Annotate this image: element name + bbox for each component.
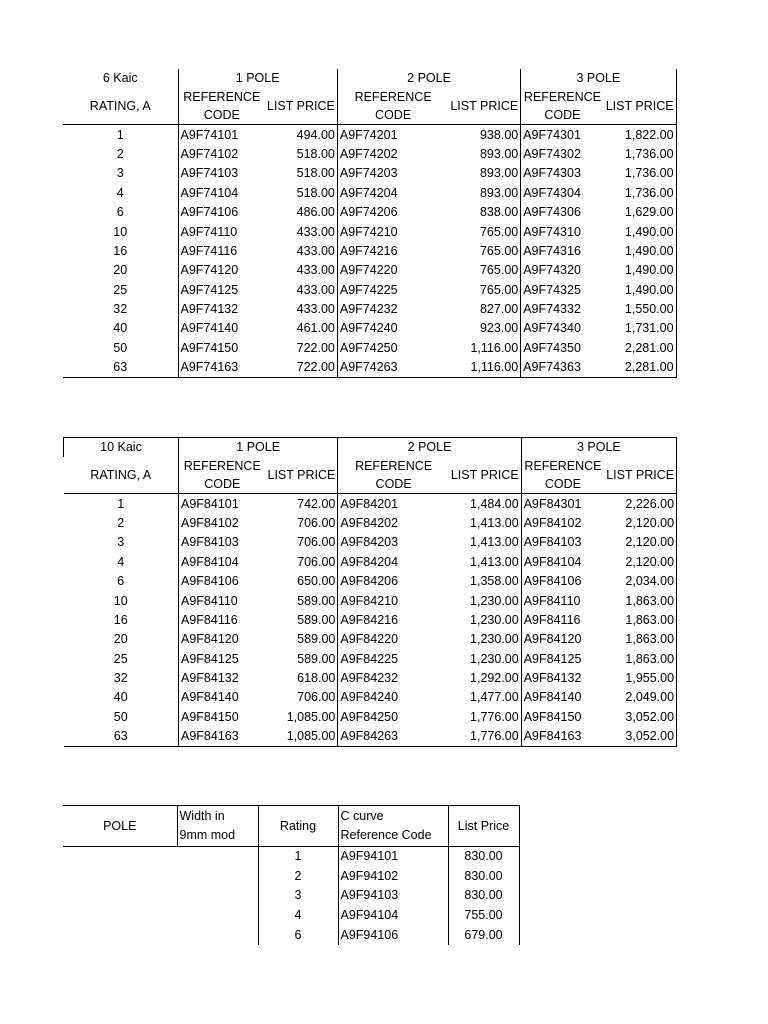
pole-cell (63, 867, 177, 887)
reference-code-cell: A9F84163 (179, 727, 266, 747)
rating-cell: 10 (63, 222, 178, 241)
width-header (177, 806, 258, 847)
reference-code-cell: A9F74204 (339, 185, 398, 200)
reference-code-cell: A9F74240 (339, 321, 398, 336)
price-table-10kaic (63, 437, 677, 747)
reference-code-cell: A9F84202 (340, 515, 399, 530)
reference-code-cell: A9F74102 (180, 146, 239, 161)
list-price-cell: 589.00 (266, 591, 338, 610)
rating-cell: 10 (64, 591, 179, 610)
reference-code-cell: A9F74206 (339, 205, 398, 220)
reference-code-cell: A9F84240 (340, 690, 399, 705)
reference-code-cell: A9F94104 (338, 906, 448, 926)
list-price-cell: 765.00 (448, 242, 520, 261)
rating-cell: 4 (64, 553, 179, 572)
table-row (64, 630, 677, 649)
list-price-cell: 1,085.00 (266, 727, 338, 747)
table-row (64, 611, 677, 630)
kaic-label: 10 Kaic (64, 438, 179, 458)
list-price-cell: 1,736.00 (604, 145, 676, 164)
reference-code-cell: A9F74104 (180, 185, 239, 200)
rating-cell: 40 (63, 319, 178, 338)
c-curve-table (63, 805, 520, 945)
width-cell (177, 906, 258, 926)
reference-code-cell: A9F84110 (523, 593, 581, 608)
reference-code-cell: A9F74216 (339, 243, 398, 258)
list-price-cell: 923.00 (448, 319, 520, 338)
pole-2-header: 2 POLE (338, 438, 521, 458)
reference-code-cell: A9F84301 (521, 494, 604, 514)
list-price-cell: 1,413.00 (449, 533, 521, 552)
list-price-cell: 1,490.00 (604, 222, 676, 241)
list-price-cell: 1,490.00 (604, 281, 676, 300)
list-price-cell: 1,863.00 (604, 650, 676, 669)
reference-code-cell: A9F74163 (178, 358, 265, 378)
table-row (64, 688, 677, 707)
reference-code-cell: A9F84163 (521, 727, 604, 747)
table-body (63, 125, 676, 378)
reference-code-cell: A9F74201 (337, 125, 448, 145)
list-price-header: LIST PRICE (604, 457, 676, 494)
list-price-cell: 2,226.00 (604, 494, 676, 514)
pole-cell (63, 925, 177, 945)
list-price-cell: 618.00 (266, 669, 338, 688)
pole-3-header: 3 POLE (521, 69, 676, 88)
list-price-cell: 893.00 (448, 164, 520, 183)
list-price-cell: 1,731.00 (604, 319, 676, 338)
rating-cell: 63 (63, 358, 178, 378)
list-price-cell: 742.00 (266, 494, 338, 514)
list-price-cell: 433.00 (265, 222, 337, 241)
list-price-cell: 679.00 (448, 925, 519, 945)
list-price-cell: 706.00 (266, 688, 338, 707)
list-price-cell: 650.00 (266, 572, 338, 591)
list-price-cell: 893.00 (448, 184, 520, 203)
table-row (63, 906, 519, 926)
reference-code-cell: A9F74340 (523, 321, 581, 336)
list-price-cell: 765.00 (448, 261, 520, 280)
list-price-cell: 433.00 (265, 281, 337, 300)
reference-code-cell: A9F74120 (180, 263, 239, 278)
reference-code-cell: A9F84250 (340, 709, 399, 724)
reference-code-cell: A9F74106 (180, 205, 239, 220)
table-row (63, 242, 676, 261)
list-price-cell: 1,490.00 (604, 242, 676, 261)
table-row (63, 164, 676, 183)
list-price-cell: 893.00 (448, 145, 520, 164)
list-price-cell: 1,550.00 (604, 300, 676, 319)
reference-code-cell: A9F84125 (523, 651, 582, 666)
reference-code-cell: A9F84101 (179, 494, 266, 514)
width-cell (177, 925, 258, 945)
reference-code-cell: A9F74232 (339, 302, 398, 317)
reference-code-cell: A9F74202 (339, 146, 398, 161)
rating-cell: 63 (64, 727, 179, 747)
list-price-cell: 2,120.00 (604, 553, 676, 572)
reference-code-cell: A9F84125 (181, 651, 239, 666)
width-header-line1: Width in (179, 809, 225, 823)
list-price-cell: 1,230.00 (449, 591, 521, 610)
list-price-cell: 1,490.00 (604, 261, 676, 280)
list-price-cell: 589.00 (266, 630, 338, 649)
reference-code-cell: A9F74332 (523, 302, 581, 317)
list-price-cell: 827.00 (448, 300, 520, 319)
list-price-cell: 1,736.00 (604, 164, 676, 183)
list-price-cell: 722.00 (265, 358, 337, 378)
table-row (63, 847, 519, 867)
kaic-label: 6 Kaic (63, 69, 178, 88)
reference-code-cell: A9F84150 (181, 709, 239, 724)
reference-code-cell: A9F84225 (340, 651, 399, 666)
reference-code-cell: A9F74304 (523, 185, 581, 200)
reference-code-cell: A9F84106 (181, 574, 239, 589)
reference-code-cell: A9F74140 (180, 321, 239, 336)
list-price-cell: 938.00 (448, 125, 520, 145)
list-price-cell: 433.00 (265, 242, 337, 261)
reference-code-cell: A9F94103 (338, 886, 448, 906)
reference-code-header: REFERENCE CODE (183, 459, 261, 492)
reference-code-cell: A9F74350 (523, 340, 581, 355)
list-price-cell: 494.00 (265, 125, 337, 145)
list-price-cell: 1,413.00 (449, 514, 521, 533)
table-row (64, 572, 677, 591)
list-price-cell: 1,358.00 (449, 572, 521, 591)
reference-code-header: REFERENCE CODE (354, 90, 432, 123)
list-price-cell: 2,034.00 (604, 572, 676, 591)
reference-code-cell: A9F94102 (338, 867, 448, 887)
reference-code-cell: A9F84132 (181, 671, 239, 686)
reference-code-cell: A9F84104 (181, 554, 239, 569)
list-price-cell: 589.00 (266, 650, 338, 669)
list-price-cell: 1,413.00 (449, 553, 521, 572)
table-row (63, 319, 676, 338)
list-price-header: LIST PRICE (265, 88, 337, 125)
table-row (63, 358, 676, 378)
list-price-cell: 1,116.00 (448, 358, 520, 378)
reference-code-cell: A9F74220 (339, 263, 398, 278)
table-row (63, 125, 676, 145)
reference-code-cell: A9F84204 (340, 554, 399, 569)
reference-code-cell: A9F84106 (523, 574, 582, 589)
price-table-6kaic (63, 69, 677, 378)
rating-cell: 3 (258, 886, 338, 906)
reference-code-cell: A9F74250 (339, 340, 398, 355)
rating-cell: 1 (64, 494, 179, 514)
list-price-cell: 518.00 (265, 184, 337, 203)
reference-code-cell: A9F74203 (339, 166, 398, 181)
curve-header-line2: Reference Code (340, 828, 432, 842)
rating-cell: 4 (258, 906, 338, 926)
list-price-cell: 2,049.00 (604, 688, 676, 707)
reference-code-cell: A9F84120 (181, 632, 239, 647)
reference-code-cell: A9F84103 (181, 535, 239, 550)
list-price-cell: 1,955.00 (604, 669, 676, 688)
table-row (63, 867, 519, 887)
reference-code-cell: A9F74132 (180, 302, 239, 317)
reference-code-cell: A9F74303 (523, 166, 581, 181)
reference-code-cell: A9F84210 (340, 593, 399, 608)
reference-code-cell: A9F84102 (523, 515, 582, 530)
reference-code-cell: A9F74263 (337, 358, 448, 378)
reference-code-cell: A9F74125 (180, 282, 239, 297)
price-header: List Price (448, 806, 519, 847)
table-row (63, 184, 676, 203)
table-row (63, 261, 676, 280)
table-row (63, 925, 519, 945)
list-price-cell: 518.00 (265, 145, 337, 164)
table-row (64, 727, 677, 747)
reference-code-cell: A9F74150 (180, 340, 239, 355)
list-price-cell: 2,281.00 (604, 339, 676, 358)
table-row (63, 339, 676, 358)
table-row (63, 300, 676, 319)
table-row (64, 591, 677, 610)
reference-code-cell: A9F74316 (523, 243, 581, 258)
reference-code-cell: A9F84206 (340, 574, 399, 589)
reference-code-cell: A9F94106 (338, 925, 448, 945)
reference-code-cell: A9F84104 (523, 554, 582, 569)
rating-cell: 25 (63, 281, 178, 300)
rating-cell: 50 (63, 339, 178, 358)
reference-code-cell: A9F84132 (523, 671, 582, 686)
reference-code-cell: A9F84116 (181, 612, 238, 627)
reference-code-cell: A9F74310 (523, 224, 581, 239)
table-row (63, 145, 676, 164)
list-price-cell: 706.00 (266, 514, 338, 533)
list-price-cell: 706.00 (266, 553, 338, 572)
rating-cell: 20 (64, 630, 179, 649)
list-price-cell: 765.00 (448, 281, 520, 300)
reference-code-cell: A9F84120 (523, 632, 582, 647)
pole-cell (63, 847, 177, 867)
list-price-cell: 1,116.00 (448, 339, 520, 358)
list-price-cell: 722.00 (265, 339, 337, 358)
table-row (64, 533, 677, 552)
list-price-cell: 433.00 (265, 300, 337, 319)
list-price-cell: 461.00 (265, 319, 337, 338)
list-price-cell: 518.00 (265, 164, 337, 183)
list-price-cell: 1,822.00 (604, 125, 676, 145)
rating-cell: 2 (64, 514, 179, 533)
width-header-line2: 9mm mod (179, 828, 236, 842)
reference-code-cell: A9F84150 (523, 709, 582, 724)
list-price-cell: 486.00 (265, 203, 337, 222)
reference-code-cell: A9F74320 (523, 263, 581, 278)
list-price-cell: 1,085.00 (266, 708, 338, 727)
list-price-cell: 1,863.00 (604, 611, 676, 630)
list-price-cell: 2,120.00 (604, 514, 676, 533)
pole-3-header: 3 POLE (521, 438, 676, 458)
reference-code-cell: A9F84140 (523, 690, 582, 705)
reference-code-cell: A9F94101 (338, 847, 448, 867)
list-price-cell: 1,230.00 (449, 630, 521, 649)
list-price-cell: 1,230.00 (449, 611, 521, 630)
list-price-cell: 1,484.00 (449, 494, 521, 514)
rating-cell: 32 (64, 669, 179, 688)
reference-code-cell: A9F84203 (340, 535, 399, 550)
list-price-header: LIST PRICE (448, 88, 520, 125)
rating-header: RATING, A (64, 457, 179, 494)
pole-1-header: 1 POLE (178, 69, 337, 88)
list-price-cell: 1,629.00 (604, 203, 676, 222)
reference-code-cell: A9F84232 (340, 671, 399, 686)
rating-cell: 32 (63, 300, 178, 319)
rating-cell: 3 (64, 533, 179, 552)
rating-cell: 2 (63, 145, 178, 164)
reference-code-cell: A9F74225 (339, 282, 398, 297)
table-row (64, 650, 677, 669)
table-row (64, 494, 677, 514)
reference-code-cell: A9F84103 (523, 535, 582, 550)
rating-cell: 6 (258, 925, 338, 945)
table-body (63, 847, 519, 945)
list-price-cell: 830.00 (448, 847, 519, 867)
curve-header (338, 806, 448, 847)
reference-code-cell: A9F84110 (181, 593, 238, 608)
rating-header: Rating (258, 806, 338, 847)
reference-code-cell: A9F84140 (181, 690, 239, 705)
list-price-header: LIST PRICE (449, 457, 521, 494)
list-price-cell: 830.00 (448, 867, 519, 887)
rating-header: RATING, A (63, 88, 178, 125)
rating-cell: 40 (64, 688, 179, 707)
width-cell (177, 886, 258, 906)
reference-code-header: REFERENCE CODE (183, 90, 261, 123)
table-row (64, 553, 677, 572)
reference-code-header: REFERENCE CODE (355, 459, 433, 492)
list-price-cell: 1,863.00 (604, 630, 676, 649)
list-price-cell: 765.00 (448, 222, 520, 241)
table-row (64, 708, 677, 727)
reference-code-cell: A9F84116 (523, 612, 581, 627)
list-price-cell: 1,477.00 (449, 688, 521, 707)
rating-cell: 4 (63, 184, 178, 203)
width-cell (177, 847, 258, 867)
list-price-header: LIST PRICE (604, 88, 676, 125)
list-price-cell: 706.00 (266, 533, 338, 552)
reference-code-cell: A9F84216 (340, 612, 399, 627)
pole-1-header: 1 POLE (179, 438, 338, 458)
rating-cell: 6 (64, 572, 179, 591)
reference-code-cell: A9F74210 (339, 224, 398, 239)
list-price-cell: 3,052.00 (604, 727, 676, 747)
list-price-cell: 1,736.00 (604, 184, 676, 203)
list-price-cell: 1,230.00 (449, 650, 521, 669)
reference-code-cell: A9F74116 (180, 243, 238, 258)
rating-cell: 6 (63, 203, 178, 222)
list-price-cell: 433.00 (265, 261, 337, 280)
list-price-cell: 589.00 (266, 611, 338, 630)
reference-code-cell: A9F74301 (521, 125, 604, 145)
rating-cell: 16 (63, 242, 178, 261)
list-price-cell: 1,863.00 (604, 591, 676, 610)
list-price-cell: 3,052.00 (604, 708, 676, 727)
rating-cell: 2 (258, 867, 338, 887)
reference-code-cell: A9F84201 (338, 494, 449, 514)
reference-code-cell: A9F84220 (340, 632, 399, 647)
width-cell (177, 867, 258, 887)
list-price-header: LIST PRICE (266, 457, 338, 494)
reference-code-cell: A9F74302 (523, 146, 581, 161)
pole-cell (63, 906, 177, 926)
list-price-cell: 2,281.00 (604, 358, 676, 378)
curve-header-line1: C curve (340, 809, 384, 823)
reference-code-cell: A9F74325 (523, 282, 581, 297)
list-price-cell: 755.00 (448, 906, 519, 926)
rating-cell: 25 (64, 650, 179, 669)
pole-2-header: 2 POLE (337, 69, 520, 88)
reference-code-header: REFERENCE CODE (523, 90, 602, 123)
reference-code-cell: A9F74101 (178, 125, 265, 145)
table-body (64, 494, 677, 747)
table-row (63, 222, 676, 241)
list-price-cell: 1,776.00 (449, 727, 521, 747)
list-price-cell: 1,292.00 (449, 669, 521, 688)
reference-code-cell: A9F74103 (180, 166, 239, 181)
list-price-cell: 1,776.00 (449, 708, 521, 727)
list-price-cell: 830.00 (448, 886, 519, 906)
reference-code-cell: A9F74110 (180, 224, 238, 239)
table-row (63, 281, 676, 300)
rating-cell: 20 (63, 261, 178, 280)
reference-code-cell: A9F74306 (523, 205, 581, 220)
rating-cell: 1 (258, 847, 338, 867)
table-row (63, 203, 676, 222)
reference-code-header: REFERENCE CODE (524, 459, 602, 492)
reference-code-cell: A9F74363 (521, 358, 604, 378)
reference-code-cell: A9F84102 (181, 515, 239, 530)
table-row (64, 514, 677, 533)
list-price-cell: 2,120.00 (604, 533, 676, 552)
rating-cell: 50 (64, 708, 179, 727)
rating-cell: 16 (64, 611, 179, 630)
rating-cell: 1 (63, 125, 178, 145)
table-row (64, 669, 677, 688)
list-price-cell: 838.00 (448, 203, 520, 222)
reference-code-cell: A9F84263 (338, 727, 449, 747)
pole-header: POLE (63, 806, 177, 847)
pole-cell (63, 886, 177, 906)
table-row (63, 886, 519, 906)
rating-cell: 3 (63, 164, 178, 183)
